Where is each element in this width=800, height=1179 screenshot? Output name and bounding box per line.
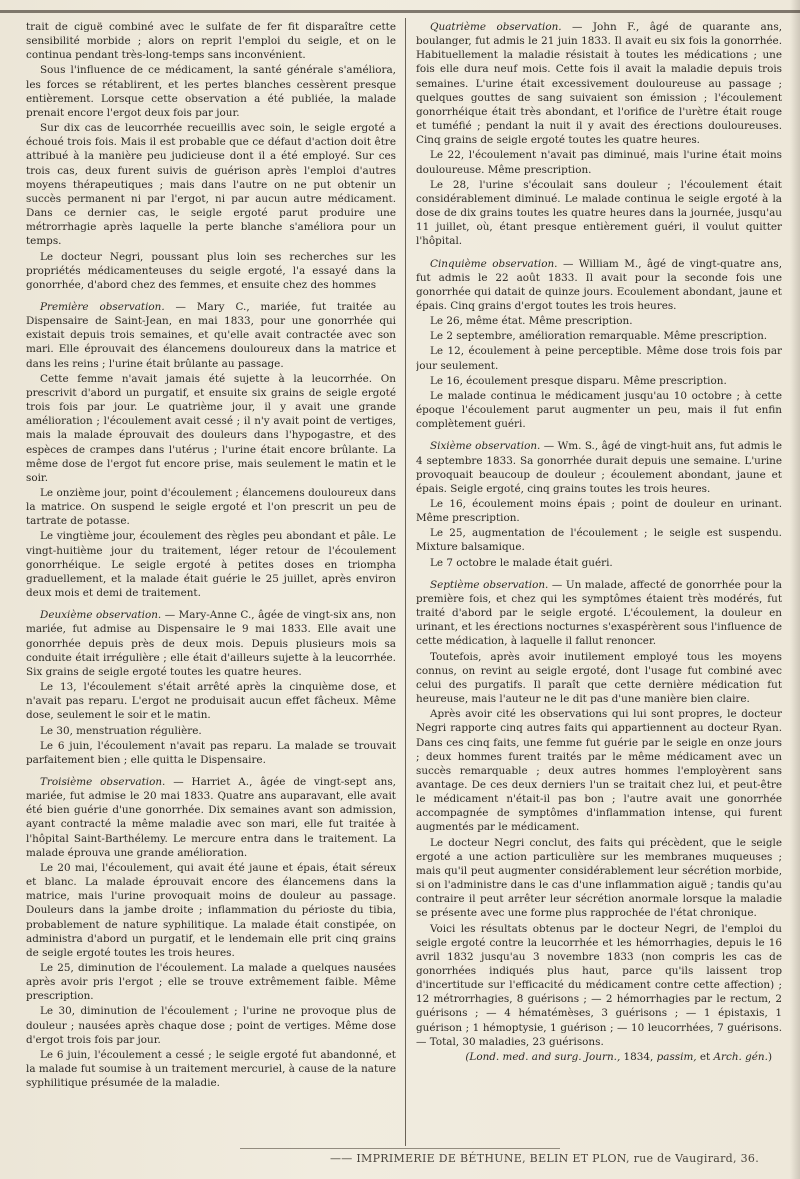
observation-1 <box>26 300 396 371</box>
paragraph: Le 2 septembre, amélioration remarquable. Même prescription. <box>430 330 768 343</box>
observation-text: — William M., âgé de vingt-quatre ans, fut admis le 22 août 1833. Il avait pour la seconde fois une gonorrhée qui datait de quinze jours. Ecoulement abondant, jaune et épais. Cinq grains d'ergot toutes les trois heures. <box>416 257 782 312</box>
observation-heading: Septième observation. <box>430 578 549 591</box>
paragraph: Le 16, écoulement moins épais ; point de douleur en urinant. Même prescription. <box>416 498 782 525</box>
citation <box>416 1050 782 1064</box>
observation-text: — Mary-Anne C., âgée de vingt-six ans, non mariée, fut admise au Dispensaire le 9 mai 1833. Elle avait une gonorrhée depuis près de deux mois. Depuis plusieurs mois sa conduite était irrégulière ; elle était d'ailleurs sujette à la leucorrhée. Six grains de seigle ergoté toutes les quatre heures. <box>26 609 396 678</box>
paragraph: Le 25, diminution de l'écoulement. La malade a quelques nausées après avoir pris l'ergot ; elle se trouve extrêmement faible. Même prescription. <box>26 962 396 1003</box>
citation-archives: Arch. gén. <box>713 1050 768 1063</box>
observation-heading: Cinquième observation. <box>430 257 558 270</box>
observation-text: — Wm. S., âgé de vingt-huit ans, fut admis le 4 septembre 1833. Sa gonorrhée durait depuis une semaine. L'urine provoquait beaucoup de douleur ; écoulement abondant, jaune et épais. Seigle ergoté, cinq grains toutes les trois heures. <box>416 440 782 495</box>
paragraph: Le 26, même état. Même prescription. <box>430 315 633 328</box>
observation-6 <box>416 439 782 496</box>
paragraph: Le 30, menstruation régulière. <box>40 724 202 737</box>
paragraph: Le docteur Negri, poussant plus loin ses recherches sur les propriétés médicamenteuses du seigle ergoté, l'a essayé dans la gonorrhée, d'abord chez des femmes, et ensuite chez des hommes <box>26 250 396 291</box>
observation-text: — Un malade, affecté de gonorrhée pour la première fois, et chez qui les symptômes étaient très modérés, fut traité d'abord par le seigle ergoté. L'écoulement, la douleur en urinant, et les érections nocturnes s'exaspérèrent sous l'influence de cette médication, à laquelle il fallut renoncer. <box>416 578 782 648</box>
citation-and: et <box>696 1050 714 1063</box>
paragraph: Le 16, écoulement presque disparu. Même prescription. <box>430 374 727 387</box>
observation-text: — Mary C., mariée, fut traitée au Dispensaire de Saint-Jean, en mai 1833, pour une gonorrhée qui existait depuis trois semaines, et qu'elle avait contractée avec son mari. Elle éprouvait des élancemens douloureux dans la matrice et dans les reins ; l'urine était brûlante au passage. <box>26 300 396 370</box>
paragraph: Le 7 octobre le malade était guéri. <box>430 556 613 569</box>
paragraph: Le 6 juin, l'écoulement n'avait pas reparu. La malade se trouvait parfaitement bien ; elle quitta le Dispensaire. <box>26 739 396 766</box>
paragraph: Sous l'influence de ce médicament, la santé générale s'améliora, les forces se rétablirent, et les pertes blanches cessèrent presque entièrement. Lorsque cette observation a été publiée, la malade prenait encore l'ergot deux fois par jour. <box>26 64 396 119</box>
bottom-rule <box>240 1148 560 1149</box>
paragraph: Le 13, l'écoulement s'était arrêté après la cinquième dose, et n'avait pas reparu. L'ergot ne produisait aucun effet fâcheux. Même dose, seulement le soir et le matin. <box>26 681 396 722</box>
paragraph: Cette femme n'avait jamais été sujette à la leucorrhée. On prescrivit d'abord un purgatif, et ensuite six grains de seigle ergoté trois fois par jour. Le quatrième jour, il y avait une grande amélioration ; l'écoulement avait cessé ; il n'y avait point de vertiges, mais la malade éprouvait des douleurs dans l'hypogastre, et des espèces de crampes dans l'utérus ; l'urine était encore brûlante. La même dose de l'ergot fut encore prise, mais seulement le matin et le soir. <box>26 372 396 484</box>
observation-text: — Harriet A., âgée de vingt-sept ans, mariée, fut admise le 20 mai 1833. Quatre ans auparavant, elle avait été bien guérie d'une gonorrhée. Dix semaines avant son admission, ayant contracté la même maladie avec son mari, elle fut traitée à l'hôpital Saint-Barthélemy. Le mercure entra dans le traitement. La malade éprouva une grande amélioration. <box>26 775 396 859</box>
paragraph: trait de ciguë combiné avec le sulfate de fer fit disparaître cette sensibilité morbide ; alors on reprit l'emploi du seigle, et on le continua pendant très-long-temps sans inconvénient. <box>26 21 396 62</box>
paragraph: Le 25, augmentation de l'écoulement ; le seigle est suspendu. Mixture balsamique. <box>416 527 782 554</box>
citation-passim: passim, <box>656 1050 697 1063</box>
observation-3 <box>26 775 396 860</box>
observation-heading: Première observation. <box>40 300 165 313</box>
paragraph: Le malade continua le médicament jusqu'au 10 octobre ; à cette époque l'écoulement parut augmenter un peu, mais il fut enfin complètement guéri. <box>416 389 782 431</box>
paragraph: Le 20 mai, l'écoulement, qui avait été jaune et épais, était séreux et blanc. La malade éprouvait encore des élancemens dans la matrice, mais l'urine provoquait moins de douleur au passage. Douleurs dans la jambe droite ; inflammation du périoste du tibia, probablement de nature syphilitique. La malade était constipée, on administra d'abord un purgatif, et le lendemain elle prit cinq grains de seigle ergoté toutes les trois heures. <box>26 861 396 959</box>
column-divider <box>405 18 406 1146</box>
paragraph: Le onzième jour, point d'écoulement ; élancemens douloureux dans la matrice. On suspend le seigle ergoté et l'on prescrit un peu de tartrate de potasse. <box>26 487 396 528</box>
observation-text: — John F., âgé de quarante ans, boulanger, fut admis le 21 juin 1833. Il avait eu six fois la gonorrhée. Habituellement la maladie résistait à toutes les médications ; une fois elle dura neuf mois. Cette fois il avait la maladie depuis trois semaines. L'urine était excessivement douloureuse au passage ; quelques gouttes de sang suivaient son émission ; l'écoulement gonorrhéique était très abondant, et l'orifice de l'urètre était rouge et tuméfié ; pendant la nuit il y avait des érections douloureuses. Cinq grains de seigle ergoté toutes les quatre heures. <box>416 21 782 147</box>
paragraph: Après avoir cité les observations qui lui sont propres, le docteur Negri rapporte cinq autres faits qui appartiennent au docteur Ryan. Dans ces cinq faits, une femme fut guérie par le seigle en onze jours ; deux hommes furent traités par le même médicament avec un succès remarquable ; deux autres hommes l'employèrent sans avantage. De ces deux derniers l'un se traitait chez lui, et peut-être le médicament n'était-il pas bon ; l'autre avait une gonorrhée accompagnée de symptômes d'inflammation intense, qui furent augmentés par le médicament. <box>416 708 782 834</box>
paragraph: Le 12, écoulement à peine perceptible. Même dose trois fois par jour seulement. <box>416 345 782 372</box>
citation-close: ) <box>767 1050 772 1063</box>
top-rule <box>0 10 800 13</box>
paragraph: Voici les résultats obtenus par le docteur Negri, de l'emploi du seigle ergoté contre la leucorrhée et les hémorrhagies, depuis le 16 avril 1832 jusqu'au 3 novembre 1833 (non compris les cas de gonorrhées indiqués plus haut, parce qu'ils laissent trop d'incertitude sur l'efficacité du médicament contre cette affection) ; 12 métrorrhagies, 8 guérisons ; — 2 hémorrhagies par le rectum, 2 guérisons ; — 4 hématémèses, 3 guérisons ; — 1 épistaxis, 1 guérison ; 1 hémoptysie, 1 guérison ; — 10 leucorrhées, 7 guérisons. — Total, 30 maladies, 23 guérisons. <box>416 922 782 1048</box>
observation-5 <box>416 257 782 314</box>
printer-imprint: —— IMPRIMERIE DE BÉTHUNE, BELIN ET PLON, rue de Vaugirard, 36. <box>330 1152 760 1165</box>
observation-heading: Troisième observation. <box>40 775 166 788</box>
citation-year: 1834, <box>620 1050 657 1063</box>
observation-heading: Quatrième observation. <box>430 21 562 33</box>
page-edge-shadow <box>790 0 800 1179</box>
paragraph: Le docteur Negri conclut, des faits qui précèdent, que le seigle ergoté a une action particulière sur les membranes muqueuses ; mais qu'il peut augmenter considérablement leur sécrétion morbide, si on l'administre dans le cas d'une inflammation aiguë ; tandis qu'au contraire il peut arrêter leur sécrétion anormale lorsque la maladie se présente avec une forme plus rapprochée de l'état chronique. <box>416 836 782 920</box>
observation-4 <box>416 20 782 147</box>
citation-journal: (Lond. med. and surg. Journ., <box>465 1050 621 1063</box>
left-column <box>26 20 396 1145</box>
paragraph: Le vingtième jour, écoulement des règles peu abondant et pâle. Le vingt-huitième jour du traitement, léger retour de l'écoulement gonorrhéique. Le seigle ergoté à petites doses en triompha graduellement, et la malade était guérie le 25 juillet, après environ deux mois et demi de traitement. <box>26 530 396 600</box>
paragraph: Le 28, l'urine s'écoulait sans douleur ; l'écoulement était considérablement diminué. Le malade continua le seigle ergoté à la dose de dix grains toutes les quatre heures dans la journée, jusqu'au 11 juillet, où, étant presque entièrement guéri, il voulut quitter l'hôpital. <box>416 178 782 248</box>
observation-7 <box>416 578 782 649</box>
observation-2 <box>26 608 396 679</box>
paragraph: Le 6 juin, l'écoulement a cessé ; le seigle ergoté fut abandonné, et la malade fut soumise à un traitement mercuriel, à cause de la nature syphilitique présumée de la maladie. <box>26 1048 396 1090</box>
paragraph: Le 30, diminution de l'écoulement ; l'urine ne provoque plus de douleur ; nausées après chaque dose ; point de vertiges. Même dose d'ergot trois fois par jour. <box>26 1005 396 1046</box>
paragraph: Sur dix cas de leucorrhée recueillis avec soin, le seigle ergoté a échoué trois fois. Mais il est probable que ce défaut d'action doit être attribué à la manière peu judicieuse dont il a été employé. Sur ces trois cas, deux furent suivis de guérison après l'emploi d'autres moyens thérapeutiques ; mais dans l'autre on ne put obtenir un succès permanent ni par l'ergot, ni par aucun autre médicament. Dans ce dernier cas, le seigle ergoté parut produire une métrorrhagie après laquelle la perte blanche s'améliora pour un temps. <box>26 122 396 248</box>
paragraph: Toutefois, après avoir inutilement employé tous les moyens connus, on revint au seigle ergoté, dont l'usage fut combiné avec celui des purgatifs. Il paraît que cette dernière médication fut heureuse, mais l'auteur ne le dit pas d'une manière bien claire. <box>416 650 782 706</box>
observation-heading: Sixième observation. <box>430 440 541 453</box>
observation-heading: Deuxième observation. <box>40 609 162 622</box>
right-column <box>416 20 782 1145</box>
paragraph: Le 22, l'écoulement n'avait pas diminué, mais l'urine était moins douloureuse. Même prescription. <box>416 149 782 176</box>
